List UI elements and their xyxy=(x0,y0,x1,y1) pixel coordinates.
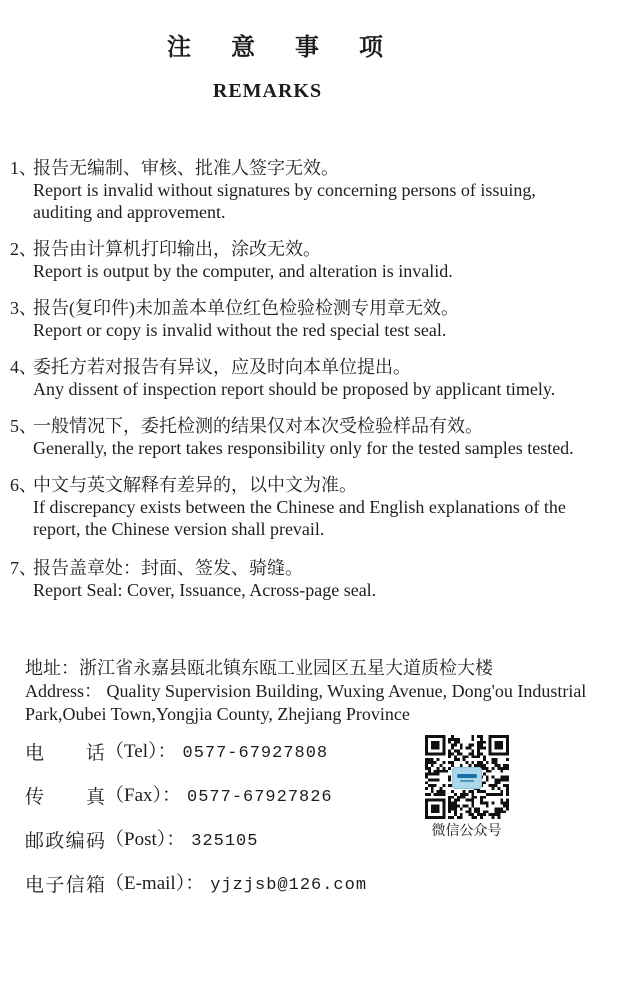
address-en: Address： Quality Supervision Building, Wuxing Avenue, Dong'ou Industrial xyxy=(25,681,587,701)
item-text-zh: 委托方若对报告有异议，应及时向本单位提出。 xyxy=(33,357,411,377)
item-text-zh: 报告由计算机打印输出，涂改无效。 xyxy=(33,239,321,259)
item-text-en: Report or copy is invalid without the red special test seal. xyxy=(33,320,447,340)
item-text-en: Report is output by the computer, and alteration is invalid. xyxy=(33,261,453,281)
wechat-qr-block xyxy=(423,735,510,841)
remark-item-4 xyxy=(0,356,623,400)
remark-item-5 xyxy=(0,415,623,459)
item-text-en: If discrepancy exists between the Chinese and English explanations of the xyxy=(33,497,566,517)
contact-label-zh: 电子信箱 xyxy=(25,875,105,896)
item-text-en: Report Seal: Cover, Issuance, Across-page seal. xyxy=(33,580,377,600)
contact-row-email xyxy=(25,873,623,896)
page-title-en: REMARKS xyxy=(212,80,323,102)
item-text-en: Any dissent of inspection report should be proposed by applicant timely. xyxy=(33,379,556,399)
contact-label-en: （Tel）： xyxy=(105,741,177,762)
address-zh: 地址：浙江省永嘉县瓯北镇东瓯工业园区五星大道质检大楼 xyxy=(25,658,493,678)
address-en: Park,Oubei Town,Yongjia County, Zhejiang Province xyxy=(25,704,410,724)
qr-logo-mark xyxy=(457,774,477,778)
item-text-zh: 一般情况下，委托检测的结果仅对本次受检验样品有效。 xyxy=(33,416,483,436)
page-title-zh: 注意事项 xyxy=(167,35,423,61)
contact-label-en: （Fax）： xyxy=(105,785,182,806)
item-text-en: auditing and approvement. xyxy=(33,202,226,222)
remark-item-7 xyxy=(0,557,623,601)
page-header xyxy=(0,34,590,102)
remark-item-3 xyxy=(0,297,623,341)
item-text-zh: 中文与英文解释有差异的，以中文为准。 xyxy=(33,475,357,495)
item-text-zh: 报告无编制、审核、批准人签字无效。 xyxy=(33,158,339,178)
contact-row-tel xyxy=(25,741,623,764)
contact-row-fax xyxy=(25,785,623,808)
contact-label-zh: 电话 xyxy=(25,743,105,764)
remark-item-6 xyxy=(0,474,623,540)
fax-number: 0577-67927826 xyxy=(187,788,333,807)
item-number: 1、 xyxy=(10,158,37,178)
contact-row-post xyxy=(25,829,623,852)
qr-logo-subtext xyxy=(460,780,474,782)
item-text-en: report, the Chinese version shall prevail. xyxy=(33,519,325,539)
item-number: 4、 xyxy=(10,357,37,377)
email-address: yjzjsb@126.com xyxy=(210,876,368,895)
phone-number: 0577-67927808 xyxy=(182,744,329,763)
contact-block xyxy=(0,741,623,896)
postal-code: 325105 xyxy=(191,832,259,851)
item-text-zh: 报告(复印件)未加盖本单位红色检验检测专用章无效。 xyxy=(33,298,459,318)
address-block xyxy=(0,657,623,726)
item-number: 3、 xyxy=(10,298,37,318)
remark-item-2 xyxy=(0,238,623,282)
contact-label-zh: 传真 xyxy=(25,787,105,808)
item-text-en: Generally, the report takes responsibility only for the tested samples tested. xyxy=(33,438,574,458)
item-number: 2、 xyxy=(10,239,37,259)
contact-label-en: （Post）： xyxy=(105,829,186,850)
item-number: 7、 xyxy=(10,558,37,578)
remarks-list xyxy=(0,157,623,601)
item-text-en: Report is invalid without signatures by concerning persons of issuing, xyxy=(33,180,536,200)
contact-label-zh: 邮政编码 xyxy=(25,831,105,852)
remark-item-1 xyxy=(0,157,623,223)
contact-label-en: （E-mail）： xyxy=(105,873,205,894)
item-text-zh: 报告盖章处：封面、签发、骑缝。 xyxy=(33,558,303,578)
qr-center-logo xyxy=(452,767,482,789)
item-number: 5、 xyxy=(10,416,37,436)
qr-caption: 微信公众号 xyxy=(431,824,502,839)
item-number: 6、 xyxy=(10,475,37,495)
